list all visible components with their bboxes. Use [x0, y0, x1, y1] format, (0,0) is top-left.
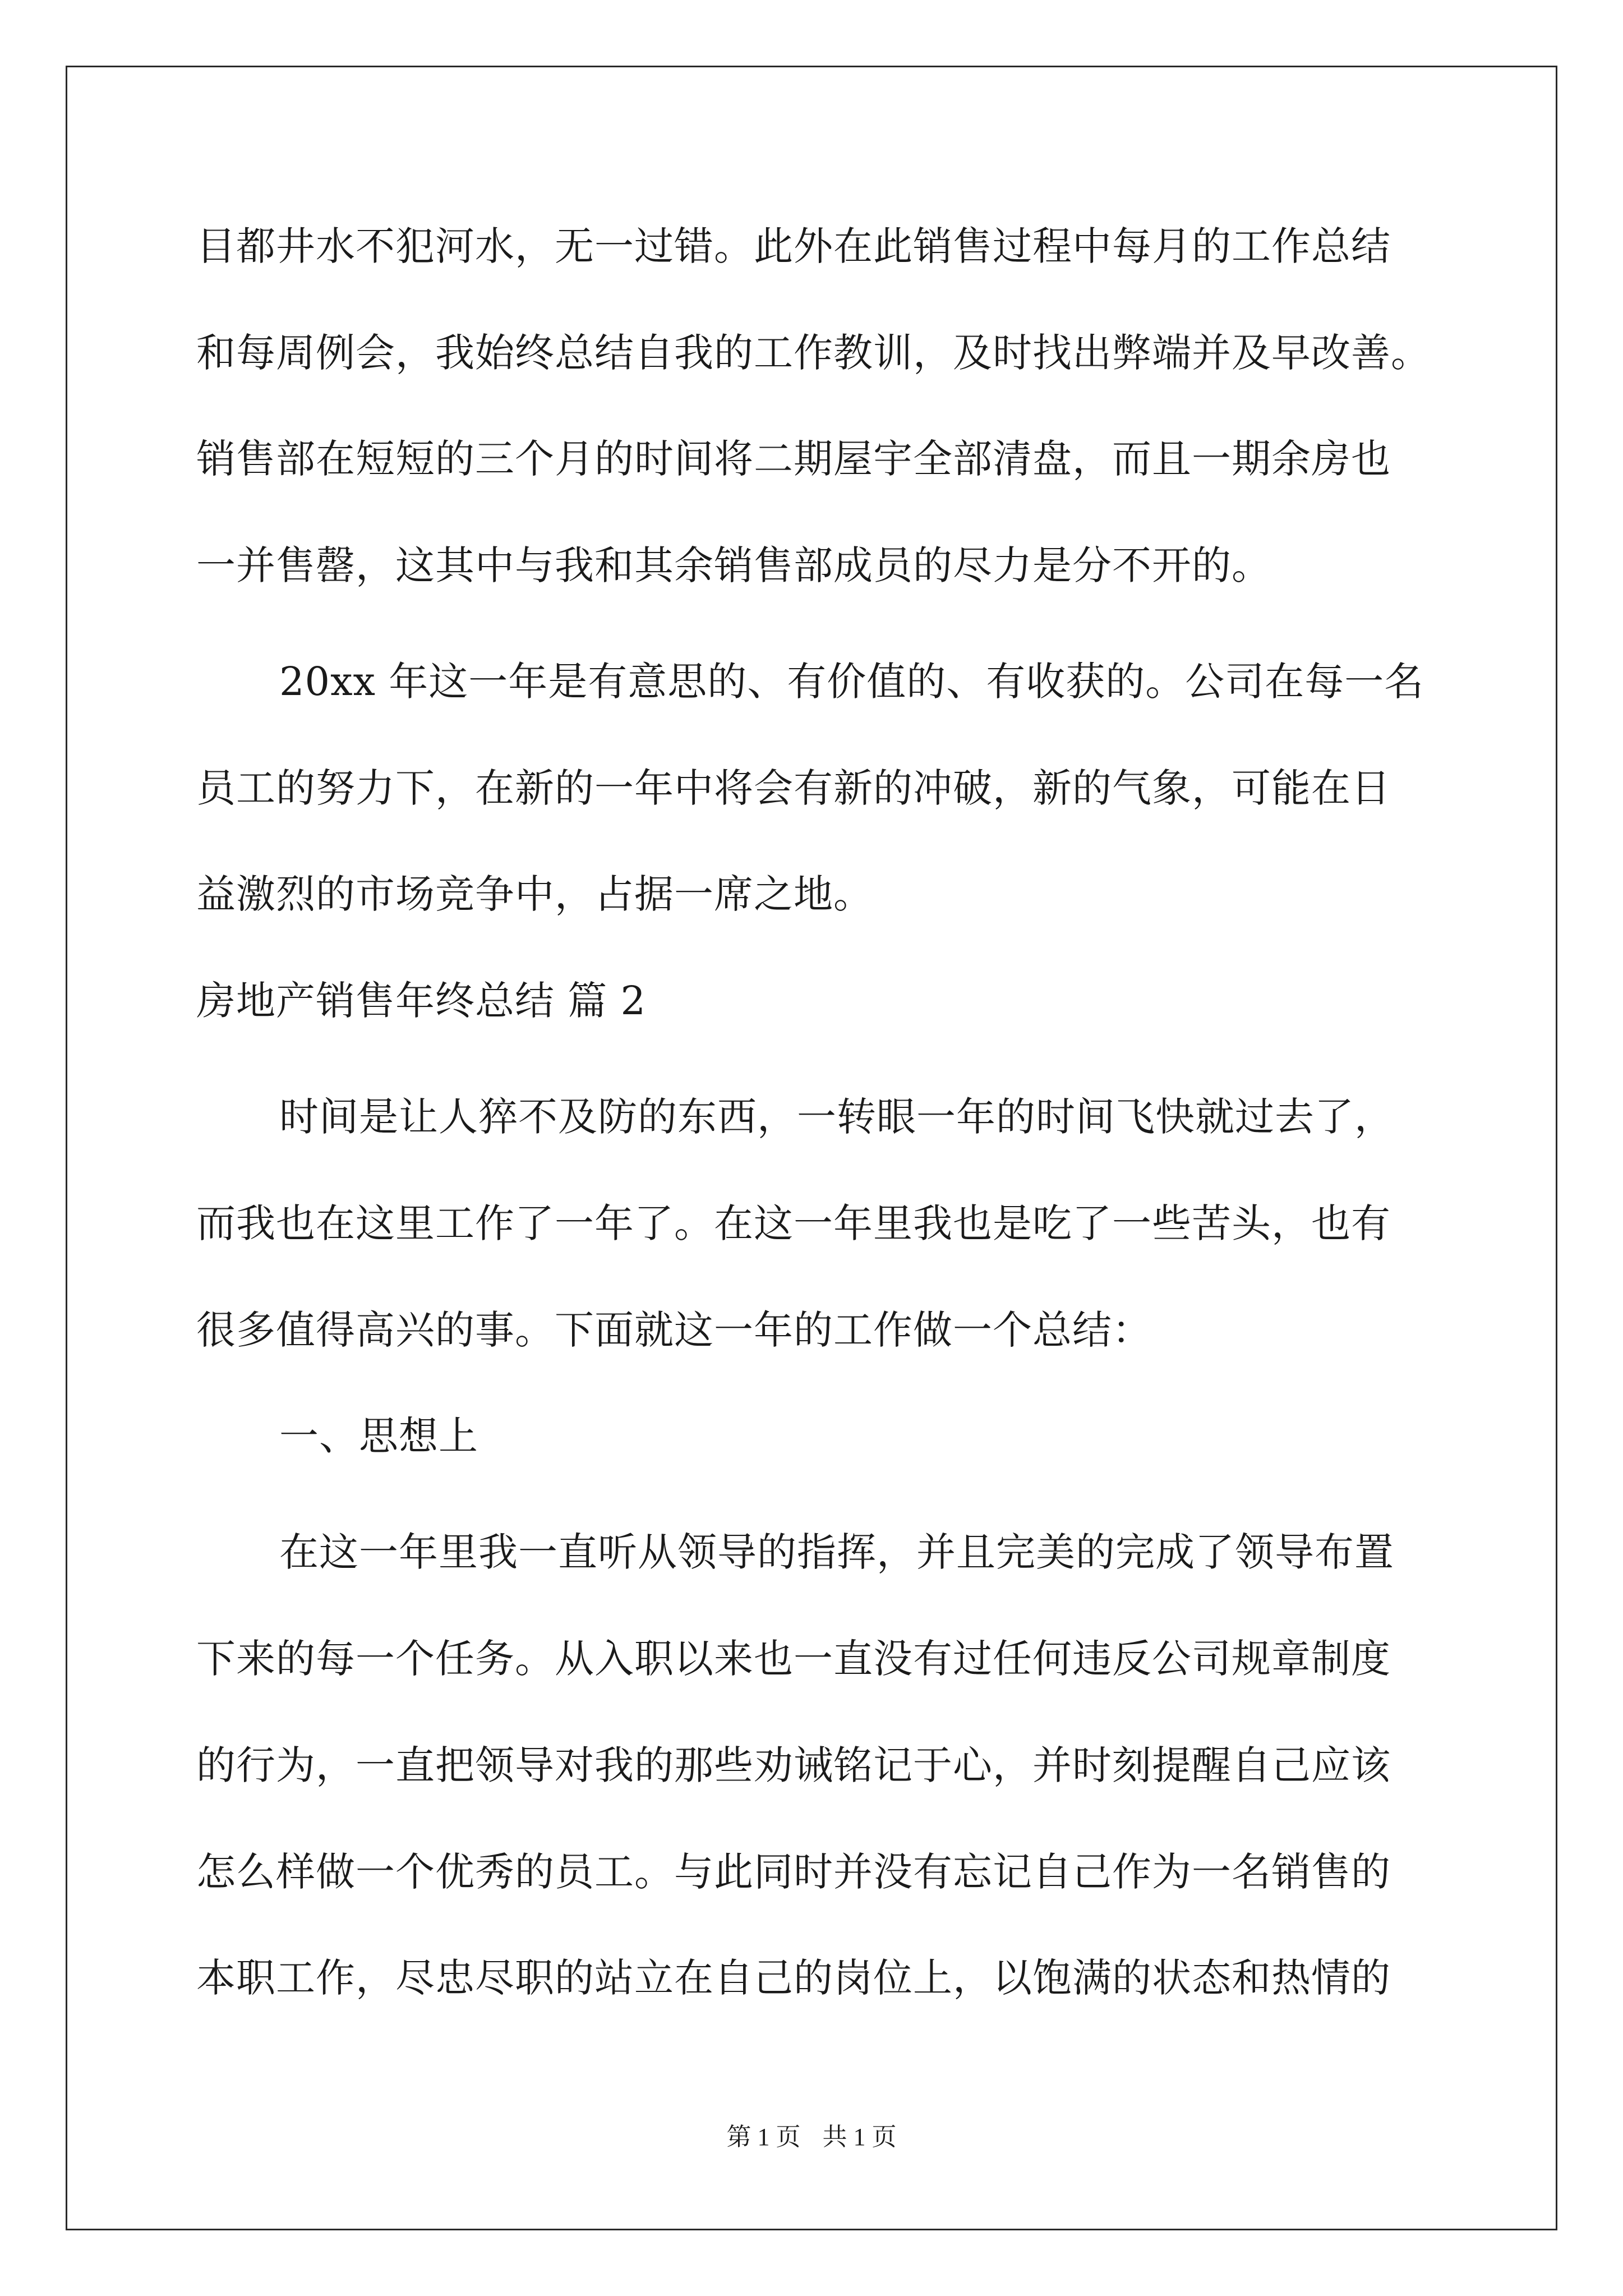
- page-number: 第 1 页: [726, 2123, 801, 2151]
- paragraph-line: 销售部在短短的三个月的时间将二期屋宇全部清盘，而且一期余房也: [196, 436, 1391, 482]
- paragraph-line: 在这一年里我一直听从领导的指挥，并且完美的完成了领导布置: [279, 1529, 1394, 1575]
- page-border: [66, 66, 1557, 2230]
- paragraph-line: 益激烈的市场竞争中，占据一席之地。: [196, 871, 873, 917]
- subsection-heading: 一、思想上: [279, 1413, 478, 1459]
- paragraph-line: 20xx 年这一年是有意思的、有价值的、有收获的。公司在每一名: [279, 659, 1424, 705]
- paragraph-line: 怎么样做一个优秀的员工。与此同时并没有忘记自己作为一名销售的: [196, 1849, 1391, 1895]
- section-heading: 房地产销售年终总结 篇 2: [196, 978, 647, 1024]
- paragraph-line: 下来的每一个任务。从入职以来也一直没有过任何违反公司规章制度: [196, 1636, 1391, 1682]
- page-footer: [0, 2122, 1623, 2153]
- page-total: 共 1 页: [822, 2123, 897, 2151]
- paragraph-line: 很多值得高兴的事。下面就这一年的工作做一个总结：: [196, 1307, 1152, 1353]
- paragraph-line: 而我也在这里工作了一年了。在这一年里我也是吃了一些苦头，也有: [196, 1200, 1391, 1246]
- paragraph-line: 一并售罄，这其中与我和其余销售部成员的尽力是分不开的。: [196, 542, 1271, 588]
- paragraph-line: 员工的努力下，在新的一年中将会有新的冲破，新的气象，可能在日: [196, 765, 1391, 811]
- paragraph-line: 和每周例会，我始终总结自我的工作教训，及时找出弊端并及早改善。: [196, 330, 1431, 376]
- paragraph-line: 的行为，一直把领导对我的那些劝诫铭记于心，并时刻提醒自己应该: [196, 1742, 1391, 1788]
- paragraph-line: 时间是让人猝不及防的东西，一转眼一年的时间飞快就过去了，: [279, 1094, 1394, 1140]
- paragraph-line: 本职工作，尽忠尽职的站立在自己的岗位上，以饱满的状态和热情的: [196, 1955, 1391, 2001]
- paragraph-line: 目都井水不犯河水，无一过错。此外在此销售过程中每月的工作总结: [196, 223, 1391, 269]
